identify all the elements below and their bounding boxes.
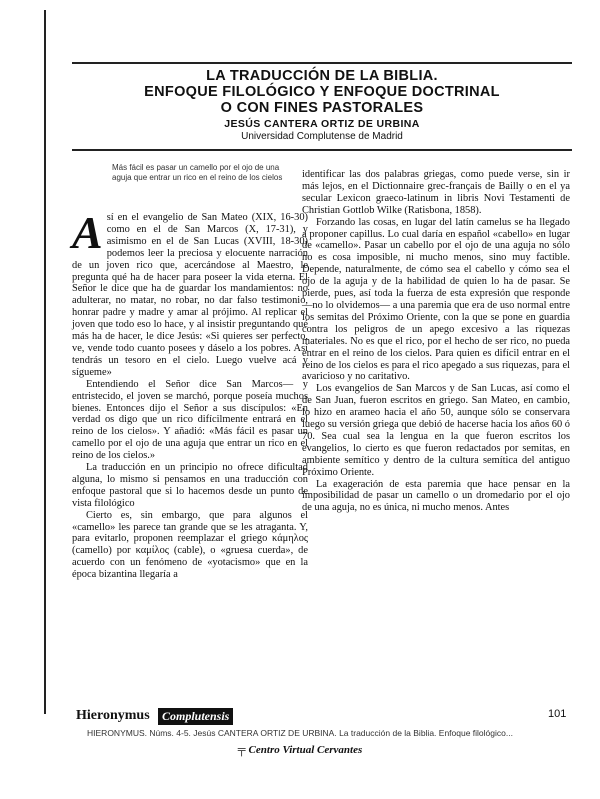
author-name: JESÚS CANTERA ORTIZ DE URBINA [224, 118, 420, 130]
title-line-1: LA TRADUCCIÓN DE LA BIBLIA. [206, 68, 438, 84]
author-affiliation: Universidad Complutense de Madrid [241, 131, 403, 142]
epigraph: Más fácil es pasar un camello por el ojo de una aguja que entrar un rico en el reino de los cielos [112, 163, 283, 182]
right-column [302, 169, 570, 514]
hieronymus-logo: Hieronymus [76, 708, 150, 723]
paragraph: La exageración de esta paremia que hace pensar en la imposibilidad de pasar un camello o un dromedario por el ojo de una aguja, no es única, ni mucho menos. Antes [302, 478, 570, 514]
title-line-3: O CON FINES PASTORALES [220, 100, 424, 116]
complutensis-logo: Complutensis [158, 708, 233, 725]
paragraph [72, 207, 308, 379]
cvc-label: Centro Virtual Cervantes [248, 744, 363, 756]
paragraph: identificar las dos palabras griegas, como puede verse, sin ir más lejos, en el Dictionnaire grec-français de Bailly o en el ya secular Lexicon graeco-latinum in libris Novi Testamenti de Christian Gottlob Wilke (Ratisbona, 1858). [302, 169, 570, 216]
paragraph: Forzando las cosas, en lugar del latín camelus se ha llegado a proponer capillus. Lo cual daría en español «cabello» en lugar de «camello». Pasar un cabello por el ojo de una aguja no sólo no es cosa imposible, ni mucho menos, sino muy factible. Depende, naturalmente, de cómo sea el cabello y cómo sea el ojo de la aguja y de la habilidad de quien lo ha de pasar. Se pierde, pues, así toda la fuerza de esta expresión que responde —no lo olvidemos— a una paremia que era de uso normal entre los semitas del Próximo Oriente, con la que se pone en guardia contra los peligros de un apego excesivo a las riquezas materiales. No es que el rico, por el hecho de ser rico, no pueda entrar en el reino de los cielos. Para quien es difícil entrar en el reino de los cielos es para el rico apegado a sus riquezas, para el avaricioso y no caritativo. [302, 216, 570, 383]
title-line-2: ENFOQUE FILOLÓGICO Y ENFOQUE DOCTRINAL [144, 84, 500, 100]
paragraph: Entendiendo el Señor dice San Marcos— y entristecido, el joven se marchó, porque poseía muchos bienes. Entonces dijo el Señor a sus discípulos: «En verdad os digo que un rico difícilmente entrará en el reino de los cielos». Y añadió: «Más fácil es pasar un camello por el ojo de una aguja que entrar un rico en el reino de los cielos.» [72, 378, 308, 462]
cvc-logo-icon: ╤ [237, 744, 246, 756]
left-margin-rule [44, 10, 46, 714]
page-number: 101 [548, 708, 567, 720]
title-block [72, 62, 572, 151]
cvc-footer [0, 744, 600, 756]
paragraph: Los evangelios de San Marcos y de San Lucas, así como el de San Juan, fueron escritos en griego. San Mateo, en cambio, lo hizo en arameo hacia el año 50, aunque sólo se conservara luego su versión griega que debió de hacerse hacia los años 60 ó 70. Sea cual sea la lengua en la que fueron escritos los evangelios, lo cierto es que fueron redactados por semitas, en ambiente semítico y dentro de la cultura semítica del antiguo Próximo Oriente. [302, 383, 570, 478]
drop-cap: A [72, 207, 103, 258]
citation-footer: HIERONYMUS. Núms. 4-5. Jesús CANTERA ORTIZ DE URBINA. La traducción de la Biblia. Enfoque filológico... [87, 728, 513, 738]
paragraph: La traducción en un principio no ofrece dificultad alguna, lo mismo si pensamos en una traducción con enfoque pastoral que si lo hacemos desde un punto de vista filológico [72, 462, 308, 509]
left-column [72, 207, 308, 581]
paragraph-text: sí en el evangelio de San Mateo (XIX, 16-30) como en el de San Marcos (X, 17-31), y asimismo en el de San Lucas (XVIII, 18-30) podemos leer la preciosa y elocuente narración de un joven rico que, acercándose al Maestro, le pregunta qué ha de hacer para poseer la vida eterna. El Señor le dice que ha de guardar los mandamientos: no adulterar, no matar, no robar, no dar falso testimonio, honrar padre y madre y amar al prójimo. Al replicar el joven que todo eso lo hace, y al insistir preguntando qué más ha de hacer, le dice Jesús: «Si quieres ser perfecto, ve, vende todo cuanto posees y dáselo a los pobres. Así tendrás un tesoro en el cielo. Luego vuelve acá y sígueme» [72, 212, 308, 378]
paragraph: Cierto es, sin embargo, que para algunos el «camello» les parece tan grande que se les atraganta. Y, para evitarlo, proponen reemplazar el griego κάμηλος (camello) por καμίλος (cable), o «gruesa cuerda», de acuerdo con un fenómeno de «yotacismo» que en la época bizantina llegaría a [72, 509, 308, 581]
